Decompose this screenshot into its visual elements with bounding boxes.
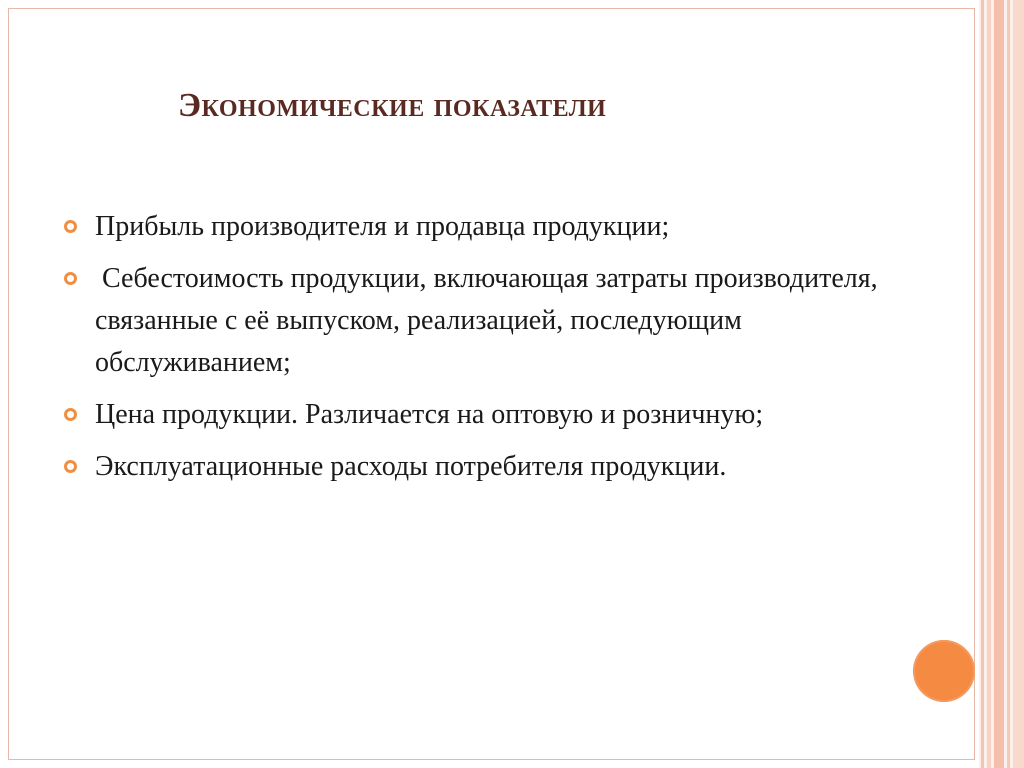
list-item-text: Себестоимость продукции, включающая затраты производителя, связанные с её выпуском, реализацией, последующим обслуживанием;: [95, 263, 885, 378]
stripe: [1013, 0, 1024, 768]
circle-bullet-icon: [64, 408, 77, 421]
bullet-list: [62, 206, 942, 498]
slide-title: Экономические показатели: [178, 87, 607, 124]
list-item-text: Эксплуатационные расходы потребителя продукции.: [95, 451, 727, 482]
list-item: [62, 258, 942, 384]
circle-bullet-icon: [64, 272, 77, 285]
list-item-text: Прибыль производителя и продавца продукции;: [95, 211, 670, 242]
stripe: [1007, 0, 1010, 768]
list-item-text: Цена продукции. Различается на оптовую и розничную;: [95, 399, 764, 430]
orange-circle-icon: [913, 640, 975, 702]
circle-bullet-icon: [64, 460, 77, 473]
decorative-stripes: [979, 0, 1024, 768]
stripe: [987, 0, 991, 768]
stripe: [981, 0, 984, 768]
stripe: [994, 0, 1004, 768]
circle-bullet-icon: [64, 220, 77, 233]
list-item: [62, 206, 942, 248]
list-item: [62, 394, 942, 436]
list-item: [62, 446, 942, 488]
